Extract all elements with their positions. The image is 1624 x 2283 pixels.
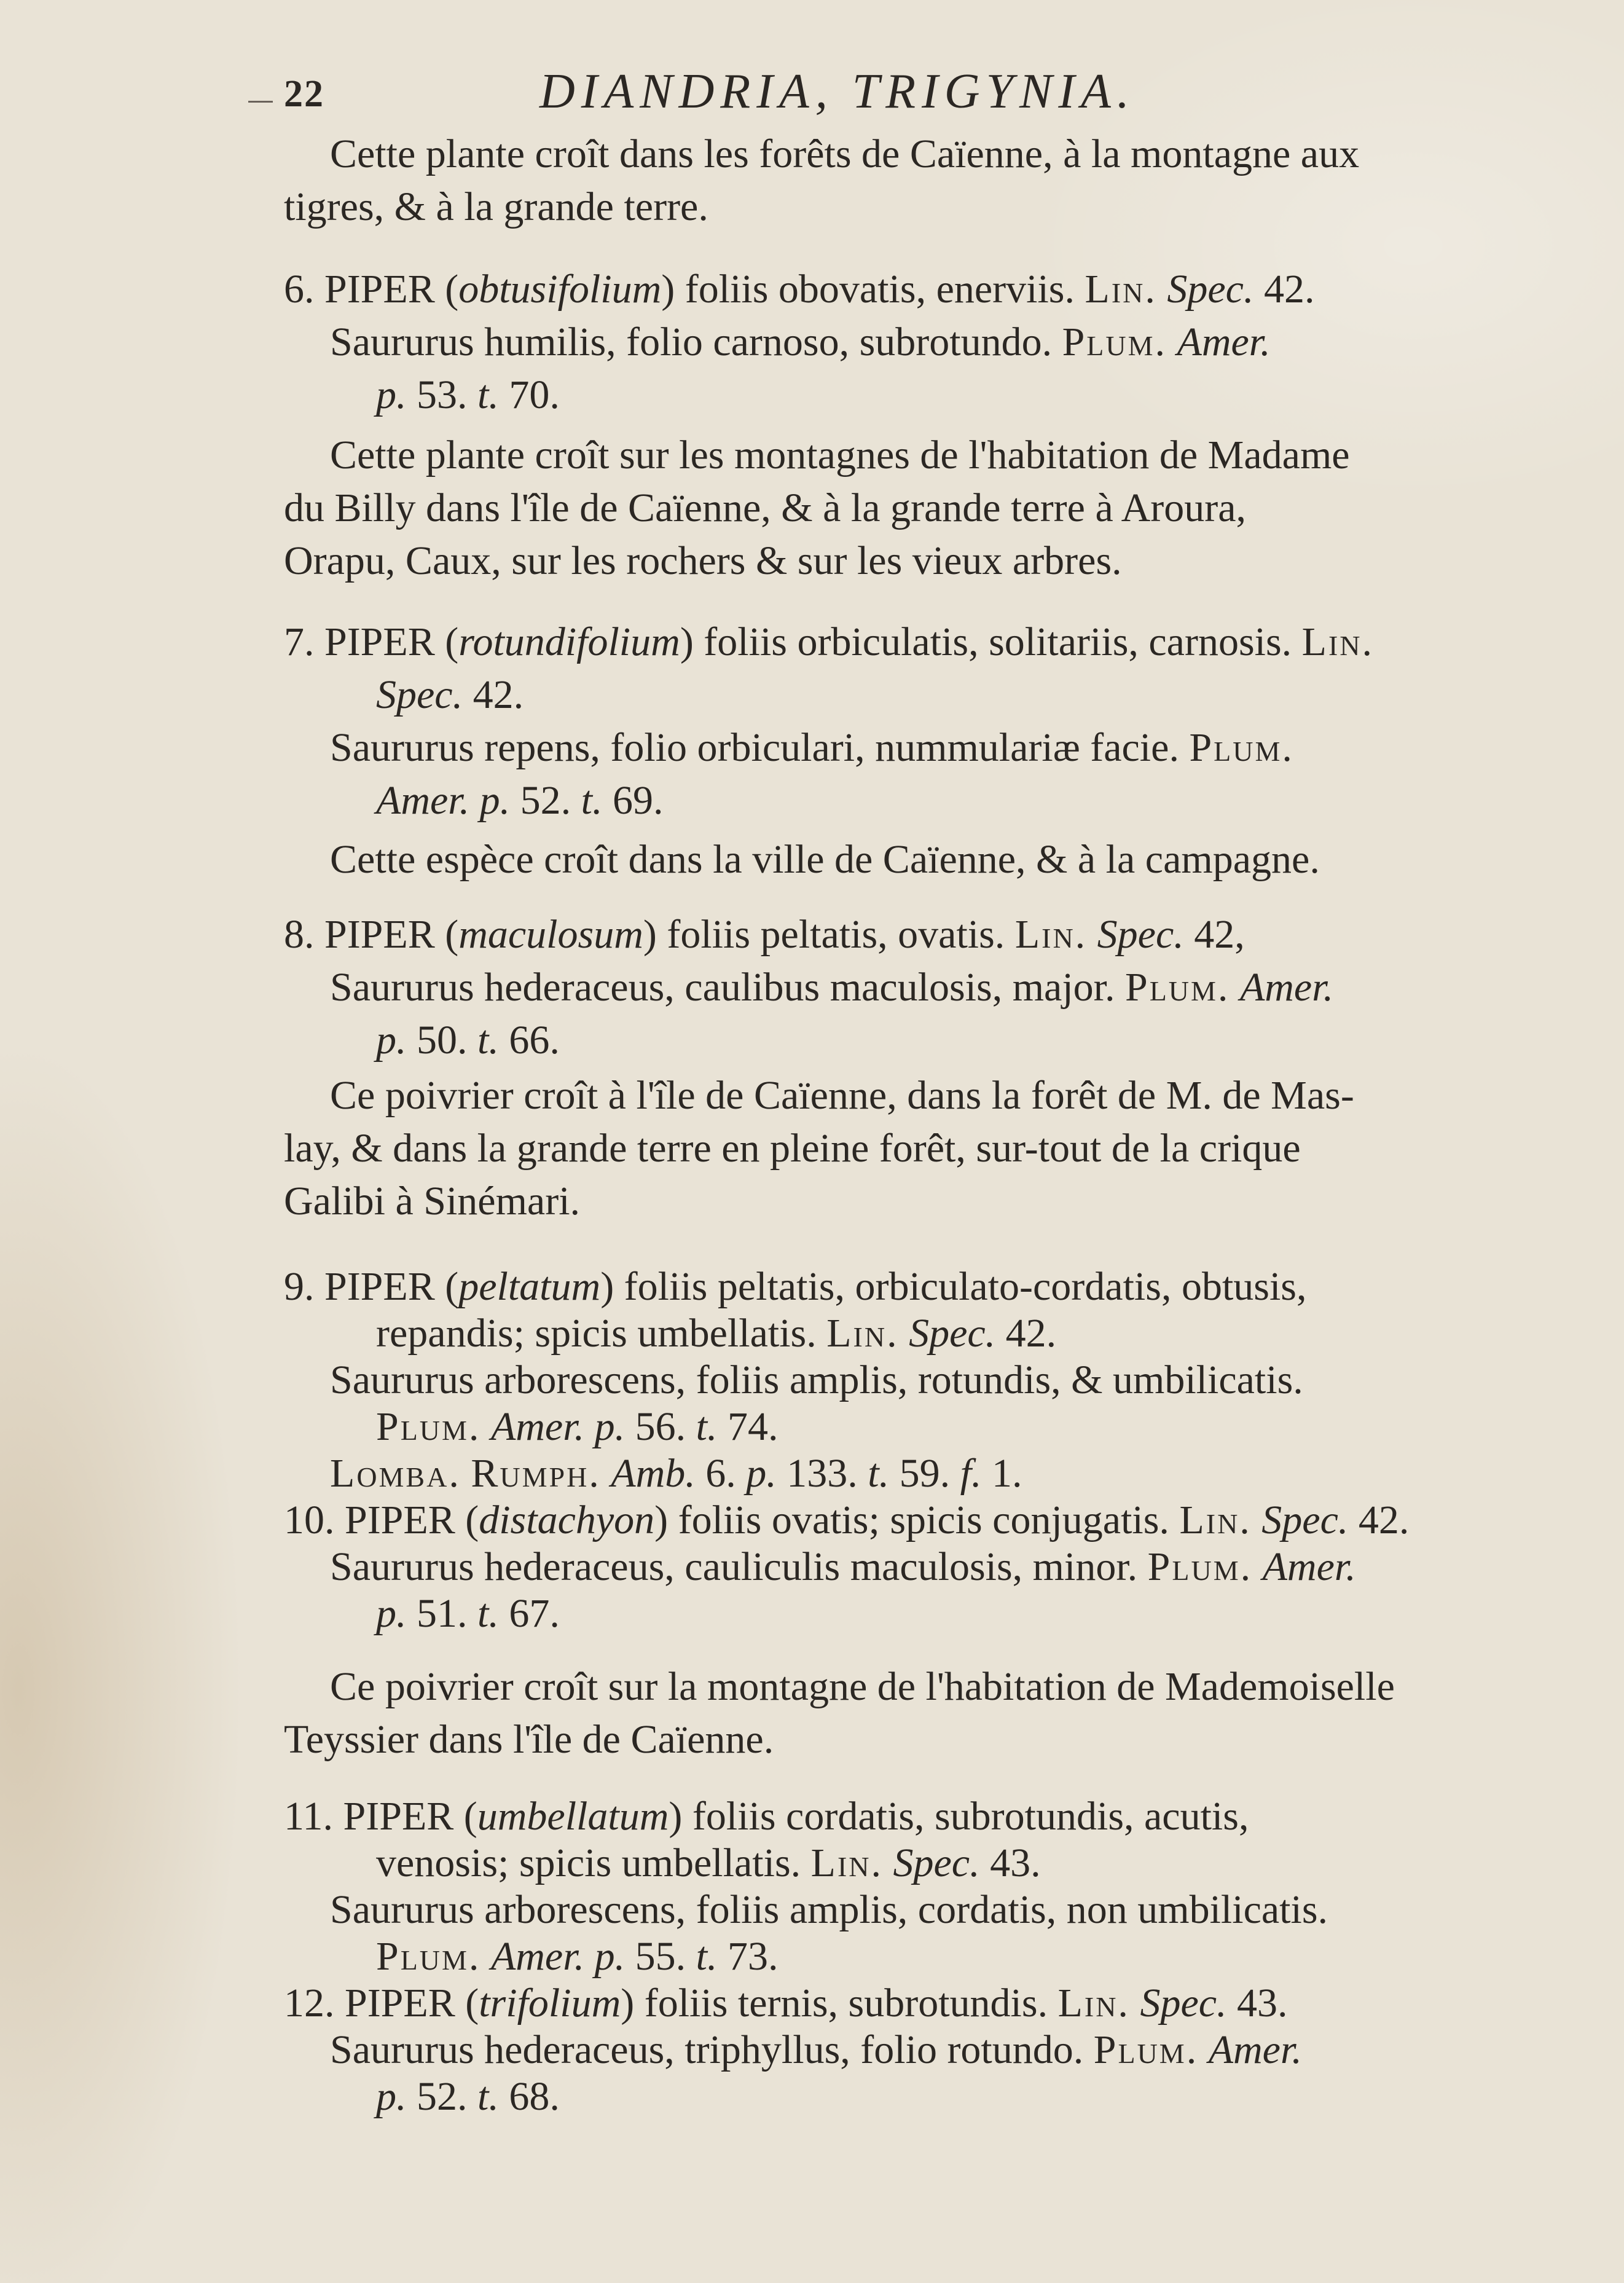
text-line: Orapu, Caux, sur les rochers & sur les vieux arbres. — [284, 538, 1122, 583]
author-abbrev: Plum. — [376, 1404, 481, 1449]
page-number: 22 — [284, 73, 324, 115]
entry-piper-umbellatum-trifolium — [284, 1793, 1544, 2120]
italic-run: p. — [746, 1451, 777, 1496]
reference-line: p. 53. t. 70. — [376, 372, 560, 417]
text-line: du Billy dans l'île de Caïenne, & à la grande terre à Aroura, — [284, 485, 1247, 530]
italic-run: Amer. — [1239, 965, 1334, 1010]
species-line: 6. PIPER (obtusifolium) foliis obovatis, enerviis. Lin. Spec. 42. — [284, 267, 1315, 312]
paragraph-habitat-7 — [284, 833, 1544, 886]
italic-run: Spec. — [376, 672, 463, 717]
species-line-cont: repandis; spicis umbellatis. Lin. Spec. 42. — [376, 1311, 1057, 1356]
synonym-line: Saururus repens, folio orbiculari, nummulariæ facie. Plum. — [330, 725, 1294, 770]
synonym-line: Saururus hederaceus, caulibus maculosis, major. Plum. Amer. — [330, 965, 1334, 1010]
italic-run: Spec. — [1261, 1498, 1349, 1542]
author-abbrev: Lin. — [1014, 912, 1088, 957]
italic-run: Amb. — [611, 1451, 696, 1496]
paragraph-habitat-5 — [284, 128, 1544, 234]
reference-line: Plum. Amer. p. 55. t. 73. — [376, 1934, 779, 1979]
text-line: tigres, & à la grande terre. — [284, 184, 708, 229]
italic-run: Amer. — [490, 1934, 585, 1979]
italic-run: rotundifolium — [458, 619, 680, 664]
species-line: 7. PIPER (rotundifolium) foliis orbiculatis, solitariis, carnosis. Lin. — [284, 619, 1375, 664]
text-line: Ce poivrier croît à l'île de Caïenne, dans la forêt de M. de Mas- — [330, 1073, 1354, 1118]
entry-piper-maculosum — [284, 908, 1544, 1067]
italic-run: Amer. — [376, 778, 470, 823]
italic-run: t. — [581, 778, 603, 823]
italic-run: t. — [696, 1934, 718, 1979]
author-abbrev: Lin. — [1085, 267, 1157, 312]
synonym-line: Saururus hederaceus, cauliculis maculosis, minor. Plum. Amer. — [330, 1544, 1356, 1589]
italic-run: Amer. — [1208, 2027, 1302, 2072]
author-abbrev: Plum. — [1062, 320, 1167, 364]
synonym-line: Saururus arborescens, foliis amplis, cordatis, non umbilicatis. — [330, 1887, 1328, 1932]
entry-piper-rotundifolium — [284, 616, 1544, 827]
synonym-line: Saururus hederaceus, triphyllus, folio rotundo. Plum. Amer. — [330, 2027, 1302, 2072]
paragraph-habitat-8 — [284, 1069, 1544, 1228]
text-line: Cette plante croît sur les montagnes de l'habitation de Madame — [330, 433, 1350, 477]
italic-run: t. — [868, 1451, 890, 1496]
species-line-cont: venosis; spicis umbellatis. Lin. Spec. 43. — [376, 1841, 1041, 1885]
author-abbrev: Lin. — [1179, 1498, 1252, 1542]
author-abbrev: Lin. — [826, 1311, 899, 1356]
italic-run: Amer. — [490, 1404, 585, 1449]
italic-run: Amer. — [1262, 1544, 1356, 1589]
italic-run: f. — [960, 1451, 982, 1496]
reference-line: Amer. p. 52. t. 69. — [376, 778, 664, 823]
paragraph-habitat-10 — [284, 1660, 1544, 1766]
author-abbrev: Lin. — [810, 1841, 883, 1885]
italic-run: trifolium — [479, 1981, 621, 2026]
synonym-line: Saururus humilis, folio carnoso, subrotundo. Plum. Amer. — [330, 320, 1271, 364]
reference-line: Spec. 42. — [376, 672, 524, 717]
entry-piper-peltatum-distachyon — [284, 1263, 1544, 1637]
italic-run: p. — [376, 1018, 407, 1063]
italic-run: t. — [477, 372, 499, 417]
text-line: Ce poivrier croît sur la montagne de l'habitation de Mademoiselle — [330, 1664, 1395, 1709]
text-line: Galibi à Sinémari. — [284, 1179, 581, 1224]
running-head: DIANDRIA, TRIGYNIA. — [539, 65, 1136, 119]
synonym-line: Saururus arborescens, foliis amplis, rotundis, & umbilicatis. — [330, 1358, 1303, 1402]
author-abbrev: Plum. — [1093, 2027, 1199, 2072]
text-line: Cette espèce croît dans la ville de Caïenne, & à la campagne. — [330, 837, 1320, 882]
author-abbrev: Lin. — [1301, 619, 1375, 664]
italic-run: p. — [594, 1934, 626, 1979]
entry-piper-obtusifolium — [284, 263, 1544, 422]
italic-run: t. — [477, 2074, 499, 2119]
reference-line: Plum. Amer. p. 56. t. 74. — [376, 1404, 779, 1449]
species-line: 8. PIPER (maculosum) foliis peltatis, ovatis. Lin. Spec. 42, — [284, 912, 1245, 957]
paragraph-habitat-6 — [284, 429, 1544, 587]
author-abbrev: Lin. — [1057, 1981, 1130, 2026]
italic-run: Spec. — [1140, 1981, 1227, 2026]
author-abbrev: Plum. — [1189, 725, 1294, 770]
italic-run: t. — [477, 1591, 499, 1636]
italic-run: p. — [594, 1404, 626, 1449]
italic-run: p. — [376, 372, 407, 417]
italic-run: Spec. — [909, 1311, 996, 1356]
synonym-line: Lomba. Rumph. Amb. 6. p. 133. t. 59. f. 1. — [330, 1451, 1022, 1496]
reference-line: p. 51. t. 67. — [376, 1591, 560, 1636]
text-line: Teyssier dans l'île de Caïenne. — [284, 1717, 774, 1762]
italic-run: Spec. — [1097, 912, 1184, 957]
text-line: lay, & dans la grande terre en pleine forêt, sur-tout de la crique — [284, 1126, 1301, 1171]
italic-run: Spec. — [1167, 267, 1254, 312]
italic-run: maculosum — [458, 912, 643, 957]
italic-run: Amer. — [1177, 320, 1271, 364]
italic-run: p. — [376, 1591, 407, 1636]
author-abbrev: Plum. — [1125, 965, 1230, 1010]
page-number-mark — [248, 101, 273, 103]
author-abbrev: Rumph. — [471, 1451, 601, 1496]
italic-run: t. — [477, 1018, 499, 1063]
author-abbrev: Plum. — [1147, 1544, 1253, 1589]
italic-run: p. — [479, 778, 511, 823]
italic-run: Spec. — [893, 1841, 980, 1885]
species-line: 10. PIPER (distachyon) foliis ovatis; spicis conjugatis. Lin. Spec. 42. — [284, 1498, 1410, 1542]
text-line: Cette plante croît dans les forêts de Caïenne, à la montagne aux — [330, 132, 1360, 176]
species-line: 11. PIPER (umbellatum) foliis cordatis, subrotundis, acutis, — [284, 1794, 1249, 1839]
italic-run: obtusifolium — [458, 267, 662, 312]
reference-line: p. 52. t. 68. — [376, 2074, 560, 2119]
species-line: 9. PIPER (peltatum) foliis peltatis, orbiculato-cordatis, obtusis, — [284, 1264, 1307, 1309]
species-line: 12. PIPER (trifolium) foliis ternis, subrotundis. Lin. Spec. 43. — [284, 1981, 1288, 2026]
italic-run: peltatum — [458, 1264, 601, 1309]
italic-run: p. — [376, 2074, 407, 2119]
italic-run: distachyon — [479, 1498, 655, 1542]
reference-line: p. 50. t. 66. — [376, 1018, 560, 1063]
author-abbrev: Lomba. — [330, 1451, 461, 1496]
italic-run: umbellatum — [477, 1794, 669, 1839]
italic-run: t. — [696, 1404, 718, 1449]
author-abbrev: Plum. — [376, 1934, 481, 1979]
